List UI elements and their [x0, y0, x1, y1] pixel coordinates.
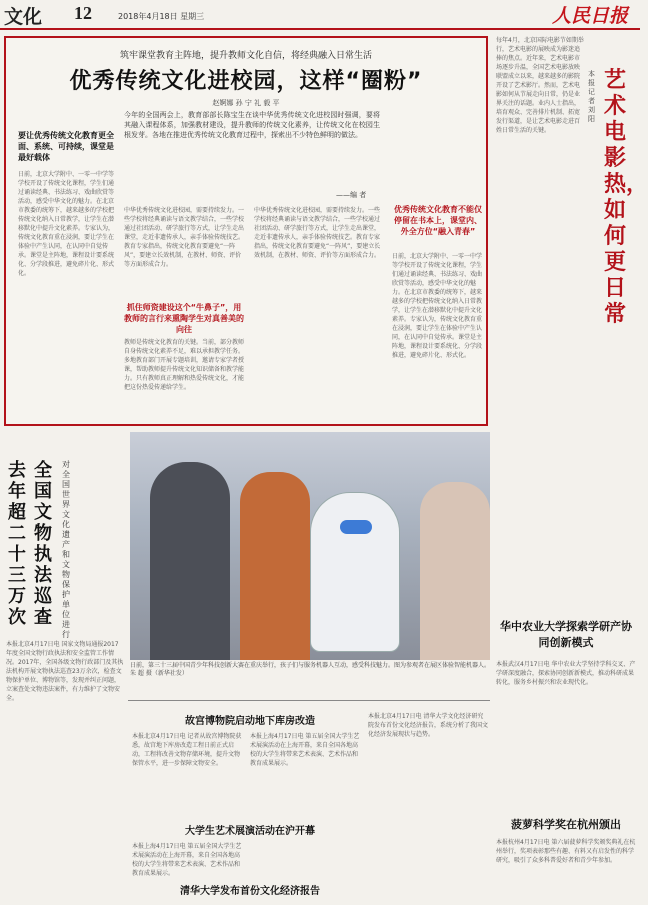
story-title: 故宫博物院启动地下库房改造	[185, 716, 315, 727]
right-column-body: 每年4月，北京国际电影节如期举行，艺术电影的展映成为影迷追捧的焦点。近年来，艺术电影市场逐步升温，全国艺术电影放映联盟成立以来，越来越多的影院开设了艺术影厅。然而，艺术电影如何从节展走向日常，仍是业界关注的话题。业内人士指出，培育观众、完善排片机制、拓宽发行渠道，是让艺术电影走进百姓日常生活的关键。	[496, 37, 584, 134]
news-photo	[130, 432, 490, 660]
lead-subhead-1: 要让优秀传统文化教育更全面、系统、可持续，课堂是最好载体	[18, 131, 114, 162]
middle-story-subtitle: 对全国世界文化遗产和文物保护单位进行	[62, 460, 70, 639]
story-title: 大学生艺术展演活动在沪开幕	[185, 826, 315, 837]
newspaper-logo: 人民日报	[552, 5, 629, 27]
story-body: 本报上海4月17日电 第五届全国大学生艺术展演活动在上海开幕，来自全国各地高校的大学生将带来艺术表演、艺术作品和教育成果展示。	[132, 843, 242, 877]
lead-body-col2: 中华优秀传统文化进校园，需要持续发力。一些学校将经典诵读与语文教学结合，一些学校通过社团活动、研学旅行等方式，让学生走出课堂，走近非遗传承人，亲手体验传统技艺。教育专家指出，传统文化教育要避免“一阵风”，要建立长效机制，在教材、师资、评价等方面形成合力。	[124, 207, 245, 268]
editor-note: 今年的全国两会上，教育部部长陈宝生在谈中华优秀传统文化进校园时强调，要将其融入课程体系，加强教材建设，提升教师的传统文化素养，让传统文化在校园生根发芽。各地在推进优秀传统文化教育过程中，探索出不少特色鲜明的做法。	[124, 111, 380, 139]
section-name: 文化	[4, 6, 43, 28]
right-column-title: 艺术电影热，如何更日常	[604, 68, 648, 327]
story-title: 清华大学发布首份文化经济报告	[180, 886, 320, 897]
photo-caption	[130, 662, 490, 678]
photo-credit: 朱 超 摄（新华社发）	[130, 670, 188, 677]
issue-date: 2018年4月18日 星期三	[118, 12, 205, 21]
lead-headline: 优秀传统文化进校园，这样“圈粉”	[69, 69, 423, 94]
story-body: 本报武汉4月17日电 华中农业大学坚持学科交叉、产学研深度融合，探索协同创新新模式，推动科研成果转化，服务乡村振兴和农业现代化。	[496, 661, 636, 686]
story-body: 本报杭州4月17日电 第六届菠萝科学奖颁奖典礼在杭州举行，奖项表彰那些有趣、有料又有启发性的科学研究，吸引了众多科普爱好者和青少年参加。	[496, 839, 636, 864]
lead-body-col1: 日前，北京大学附中、一零一中学等学校开设了传统文化课程，学生们通过诵读经典、书法练习、戏曲欣赏等活动，感受中华文化的魅力。在北京市教委的统筹下，越来越多的学校把传统文化纳入日常教学，让学生在潜移默化中提升文化素养。专家认为，传统文化教育重在浸润，要让学生在体验中产生认同，在认同中自觉传承。课堂是主阵地，课程设计要系统化、分学段推进，避免碎片化、形式化。	[18, 171, 115, 277]
right-column-story	[496, 36, 648, 596]
story-title: 华中农业大学探索学研产协同创新模式	[500, 620, 632, 649]
photo-caption-text: 日前，第三十三届中国青少年科技创新大赛在重庆举行，孩子们与服务机器人互动，感受科技魅力。图为参观者在展区体验智能机器人。	[130, 662, 491, 669]
lead-story	[4, 36, 488, 426]
lead-body-col5: 日前，北京大学附中、一零一中学等学校开设了传统文化课程，学生们通过诵读经典、书法练习、戏曲欣赏等活动，感受中华文化的魅力。在北京市教委的统筹下，越来越多的学校把传统文化纳入日常教学，让学生在潜移默化中提升文化素养。专家认为，传统文化教育重在浸润，要让学生在体验中产生认同，在认同中自觉传承。课堂是主阵地，课程设计要系统化、分学段推进，避免碎片化、形式化。	[392, 253, 483, 359]
lead-subhead-2: 优秀传统文化教育不能仅停留在书本上，课堂内、外全方位“融入青春”	[394, 205, 482, 236]
photo-boy-figure	[240, 472, 310, 660]
photo-girl-figure	[420, 482, 490, 660]
divider-line	[128, 700, 490, 701]
lead-subhead-3: 抓住师资建设这个“牛鼻子”，用教师的言行来熏陶学生对真善美的向往	[124, 303, 244, 334]
story-body: 本报上海4月17日电 第五届全国大学生艺术展演活动在上海开幕，来自全国各地高校的大学生将带来艺术表演、艺术作品和教育成果展示。	[250, 733, 360, 767]
page-header	[0, 0, 640, 30]
lead-kicker: 筑牢课堂教育主阵地，提升教师文化自信，将经典融入日常生活	[119, 51, 372, 61]
lead-body-col3: 教师是传统文化教育的关键。当前，部分教师自身传统文化素养不足，难以承担教学任务。多地教育部门开展专题培训，邀请专家学者授课，帮助教师提升传统文化知识储备和教学能力。只有教师真正理解和热爱传统文化，才能把这份热爱传递给学生。	[124, 339, 245, 391]
story-body: 本报北京4月17日电 清华大学文化经济研究院发布首份文化经济报告，系统分析了我国文化经济发展现状与趋势。	[368, 713, 489, 738]
lead-byline: 赵婀娜 孙 宁 礼 毅 平	[212, 99, 280, 107]
middle-story-title-a: 去年超二十三万次	[8, 460, 26, 628]
story-body: 本报北京4月17日电 记者从故宫博物院获悉，故宫地下库房改造工程日前正式启动，工程将改善文物存储环境，提升文物保管水平，进一步保障文物安全。	[132, 733, 242, 767]
photo-adult-figure	[150, 462, 230, 660]
lead-body-col4: 中华优秀传统文化进校园，需要持续发力。一些学校将经典诵读与语文教学结合，一些学校通过社团活动、研学旅行等方式，让学生走出课堂，走近非遗传承人，亲手体验传统技艺。教育专家指出，传统文化教育要避免“一阵风”，要建立长效机制，在教材、师资、评价等方面形成合力。	[254, 207, 381, 259]
middle-story-body: 本报北京4月17日电 国家文物局通报2017年度全国文物行政执法和安全监管工作情况。2017年，全国各级文物行政部门及其执法机构开展文物执法巡查23万余次，检查文物保护单位、博物馆等，发现并纠正问题，立案查处文物违法案件，有力维护了文物安全。	[6, 641, 124, 702]
photo-robot	[310, 492, 400, 652]
photo-robot-face	[340, 520, 372, 534]
story-title: 菠萝科学奖在杭州颁出	[511, 818, 621, 831]
page-number: 12	[74, 3, 92, 23]
middle-story-title-b: 全国文物执法巡查	[34, 460, 52, 628]
right-column-author: 本报记者 刘阳	[588, 70, 595, 123]
editor-note-sign: ——编 者	[336, 191, 367, 199]
